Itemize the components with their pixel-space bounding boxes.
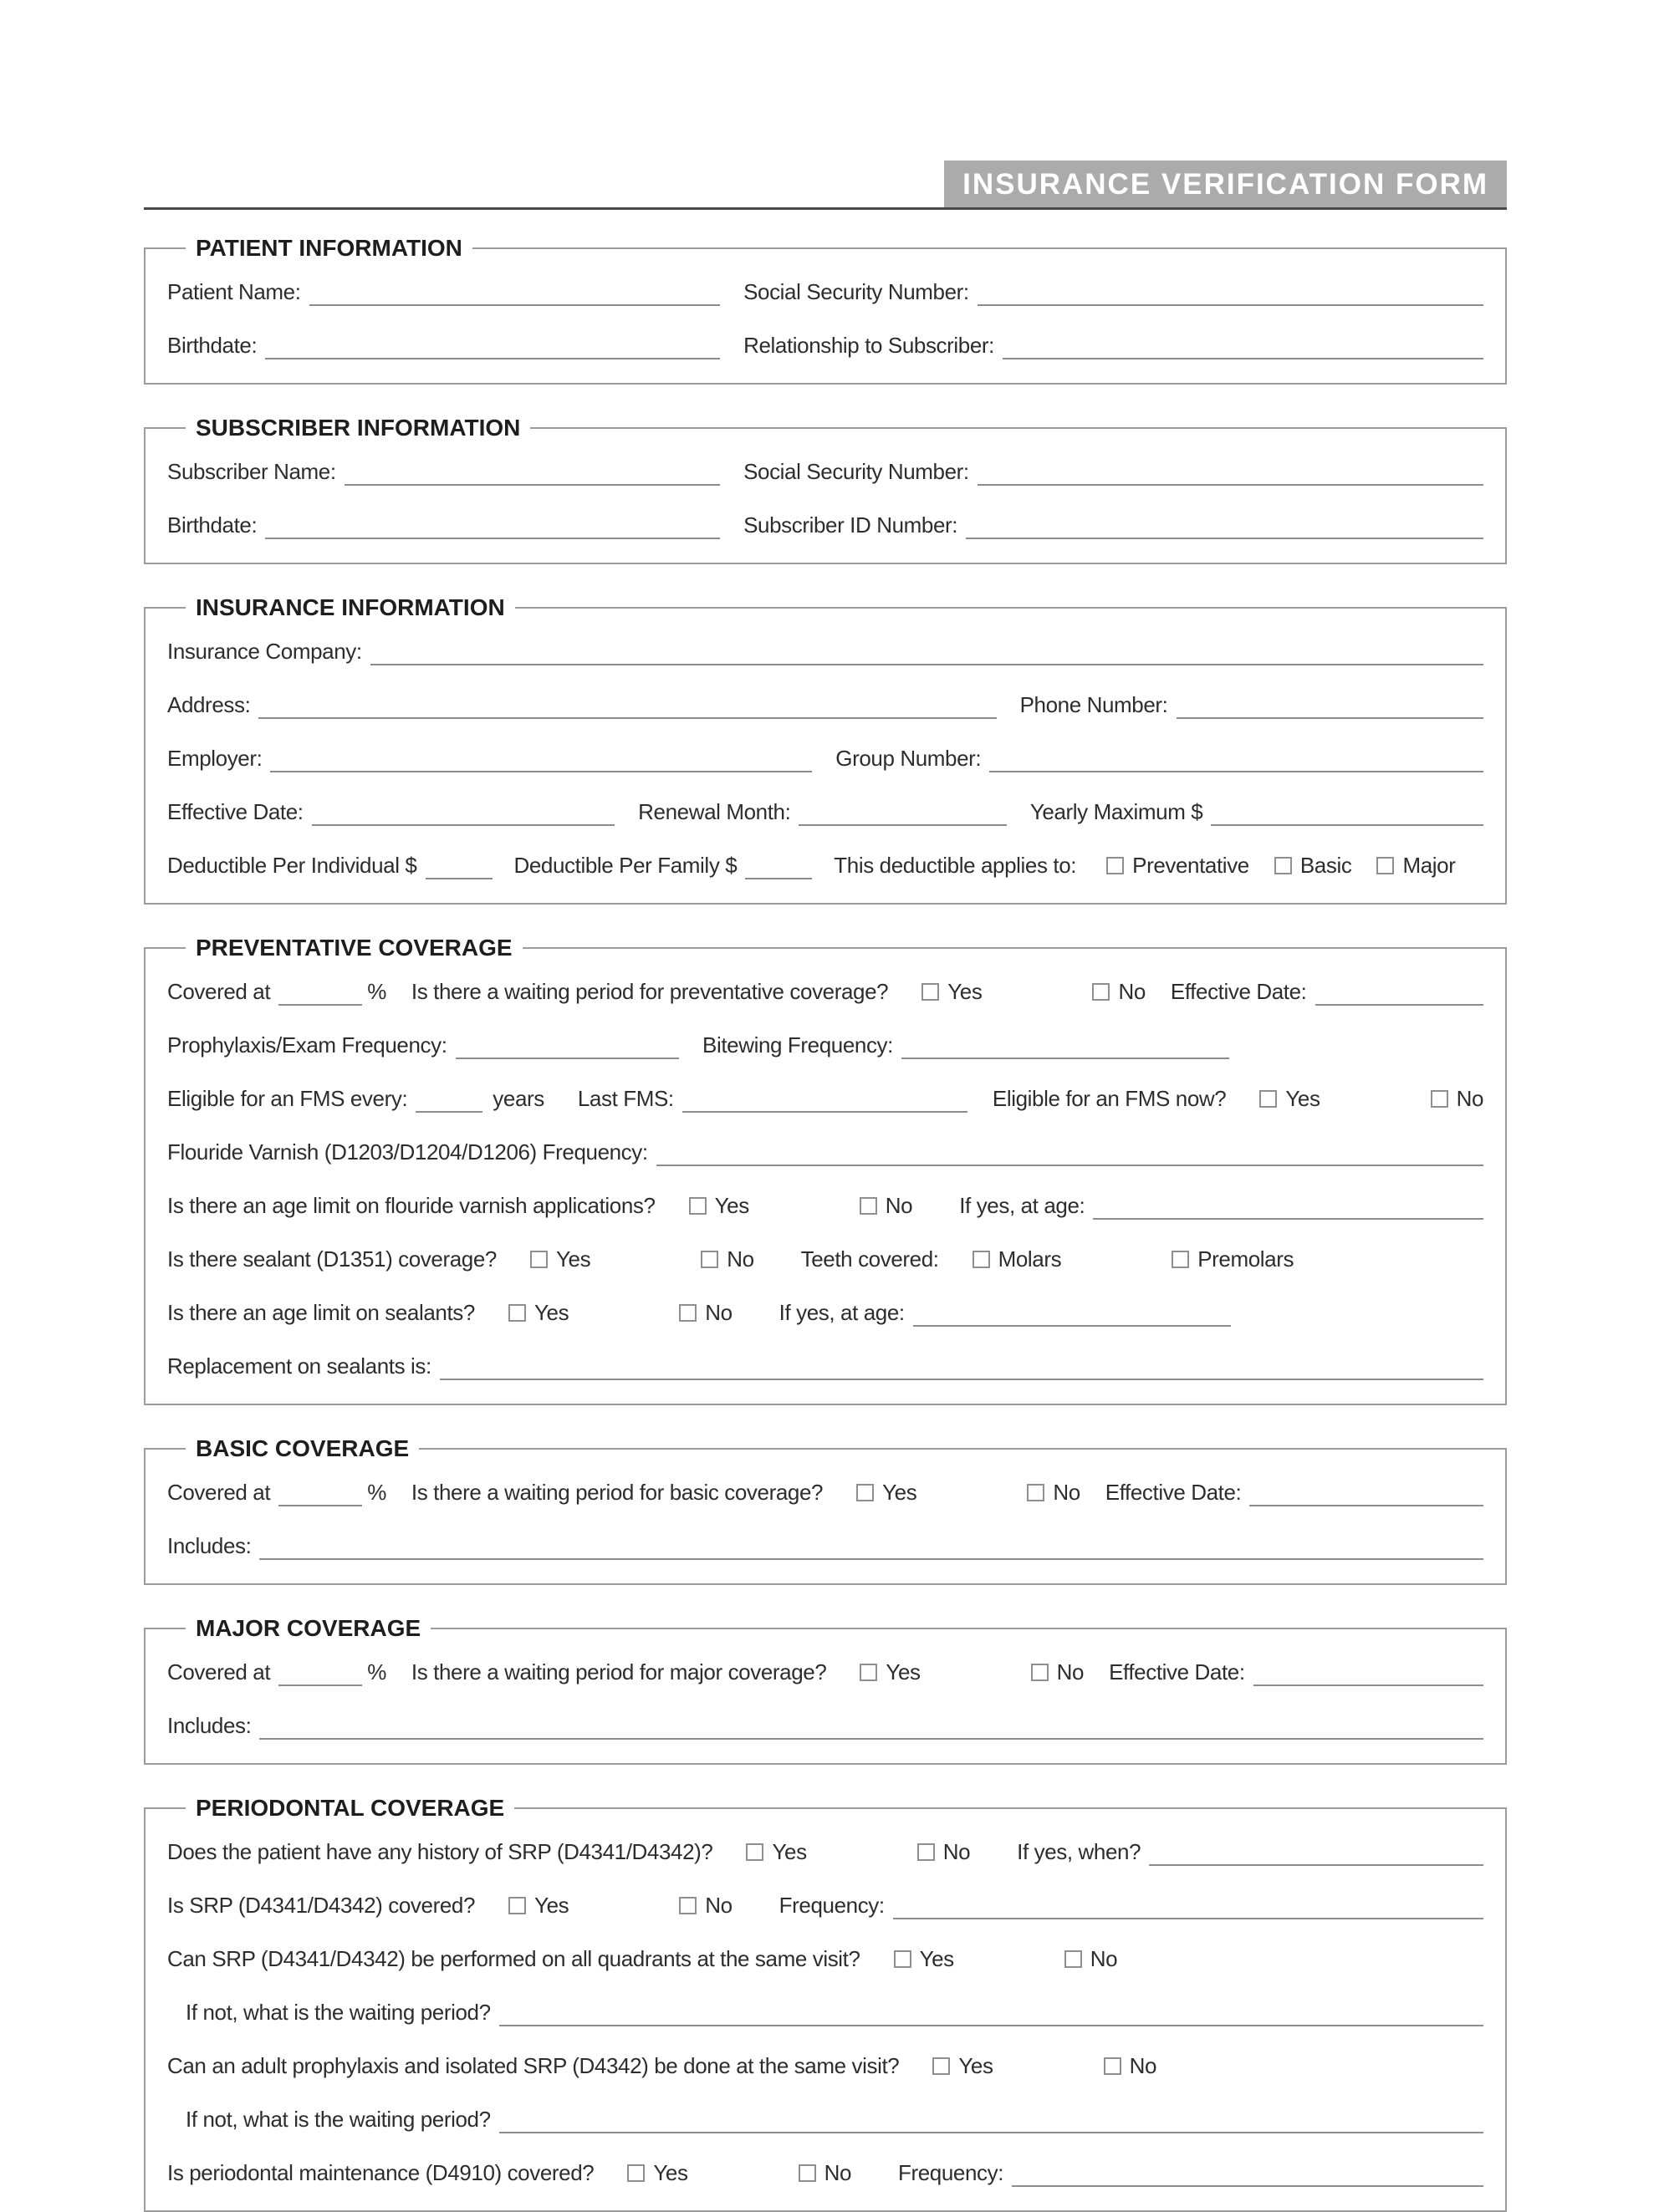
form-row — [167, 1659, 1483, 1686]
srp-history-question: Does the patient have any history of SRP (D4341/D4342)? — [167, 1839, 713, 1864]
field-subscriber-birthdate — [167, 512, 720, 539]
field-yearly-maximum — [1030, 798, 1483, 826]
adult-prophy-yes-checkbox[interactable] — [932, 2057, 950, 2075]
srp-history-no-option[interactable] — [917, 1838, 970, 1866]
deductible-individual-input[interactable] — [426, 853, 493, 879]
renewal-month-input[interactable] — [799, 799, 1006, 826]
yearly-maximum-input[interactable] — [1211, 799, 1483, 826]
field-patient-ssn — [743, 278, 1483, 306]
form-row — [167, 332, 1483, 359]
major-effective-date-label: Effective Date: — [1109, 1659, 1245, 1684]
form-row — [167, 978, 1483, 1006]
basic-waiting-no-checkbox[interactable] — [1027, 1484, 1044, 1501]
form-row — [167, 2052, 1483, 2080]
major-covered-at-input[interactable] — [278, 1659, 362, 1686]
flouride-varnish-label: Flouride Varnish (D1203/D1204/D1206) Frequency: — [167, 1139, 648, 1165]
srp-covered-yes-checkbox[interactable] — [508, 1897, 526, 1914]
basic-percent-label: % — [367, 1480, 386, 1505]
periodontal-coverage-title: PERIODONTAL COVERAGE — [196, 1795, 505, 1821]
effective-date-label: Effective Date: — [167, 799, 304, 824]
srp-covered-yes-option[interactable] — [508, 1892, 569, 1919]
yes-label: Yes — [534, 1893, 569, 1918]
preventative-waiting-no-option[interactable] — [1092, 978, 1145, 1006]
adult-prophy-yes-option[interactable] — [932, 2052, 993, 2080]
yes-label: Yes — [882, 1480, 917, 1505]
field-employer — [167, 745, 812, 772]
patient-birthdate-label: Birthdate: — [167, 333, 258, 358]
adult-prophy-no-checkbox[interactable] — [1104, 2057, 1121, 2075]
teeth-covered-label: Teeth covered: — [800, 1246, 939, 1272]
teeth-premolars-checkbox[interactable] — [1172, 1251, 1189, 1268]
yes-label: Yes — [947, 979, 983, 1004]
major-coverage-title: MAJOR COVERAGE — [196, 1615, 421, 1641]
varnish-if-yes-age-label: If yes, at age: — [959, 1193, 1085, 1218]
phone-number-label: Phone Number: — [1019, 692, 1168, 717]
varnish-age-limit-no-checkbox[interactable] — [860, 1197, 877, 1215]
form-row — [167, 1712, 1483, 1740]
yes-label: Yes — [1285, 1086, 1320, 1111]
fms-now-no-option[interactable] — [1431, 1085, 1483, 1113]
page-header — [144, 161, 1507, 210]
yes-label: Yes — [533, 1300, 569, 1325]
major-covered-at-label: Covered at — [167, 1659, 271, 1684]
form-row — [167, 852, 1483, 879]
form-row — [167, 458, 1483, 486]
perio-maintenance-frequency-label: Frequency: — [898, 2160, 1004, 2185]
major-waiting-no-option[interactable] — [1031, 1659, 1084, 1686]
last-fms-input[interactable] — [682, 1086, 967, 1113]
srp-if-yes-when-input[interactable] — [1149, 1839, 1483, 1866]
section-insurance-information — [144, 594, 1507, 905]
preventative-waiting-no-checkbox[interactable] — [1092, 983, 1110, 1001]
subscriber-information-title: SUBSCRIBER INFORMATION — [196, 415, 521, 441]
section-major-coverage — [144, 1615, 1507, 1765]
insurance-company-label: Insurance Company: — [167, 639, 362, 664]
yearly-maximum-label: Yearly Maximum $ — [1029, 799, 1203, 824]
yes-label: Yes — [886, 1659, 921, 1684]
insurance-verification-form-page — [144, 0, 1507, 2212]
form-row — [167, 1479, 1483, 1506]
fms-now-yes-option[interactable] — [1259, 1085, 1320, 1113]
field-subscriber-ssn — [743, 458, 1483, 486]
srp-if-yes-when-label: If yes, when? — [1017, 1839, 1141, 1864]
deductible-basic-label: Basic — [1299, 853, 1352, 878]
patient-birthdate-input[interactable] — [265, 333, 720, 359]
section-periodontal-coverage — [144, 1795, 1507, 2212]
address-input[interactable] — [258, 692, 996, 719]
srp-quadrants-yes-checkbox[interactable] — [894, 1950, 911, 1968]
srp-waiting-period-input[interactable] — [499, 2000, 1483, 2026]
varnish-age-limit-question: Is there an age limit on flouride varnish applications? — [167, 1193, 656, 1218]
field-subscriber-name — [167, 458, 720, 486]
basic-waiting-yes-checkbox[interactable] — [856, 1484, 874, 1501]
basic-includes-input[interactable] — [259, 1533, 1483, 1560]
bitewing-frequency-label: Bitewing Frequency: — [702, 1032, 893, 1058]
teeth-molars-checkbox[interactable] — [972, 1251, 990, 1268]
field-renewal-month — [638, 798, 1007, 826]
preventative-waiting-yes-checkbox[interactable] — [921, 983, 939, 1001]
fms-now-yes-checkbox[interactable] — [1259, 1090, 1277, 1108]
no-label: No — [1456, 1086, 1483, 1111]
sealant-coverage-yes-option[interactable] — [530, 1246, 590, 1273]
sealant-coverage-no-checkbox[interactable] — [701, 1251, 718, 1268]
form-row — [167, 1085, 1483, 1113]
yes-label: Yes — [555, 1246, 591, 1272]
field-group-number — [835, 745, 1483, 772]
field-effective-date — [167, 798, 615, 826]
yes-label: Yes — [714, 1193, 749, 1218]
major-waiting-no-checkbox[interactable] — [1031, 1664, 1049, 1681]
srp-frequency-label: Frequency: — [779, 1893, 885, 1918]
preventative-covered-at-input[interactable] — [278, 979, 362, 1006]
fms-now-question: Eligible for an FMS now? — [992, 1086, 1227, 1111]
form-row — [167, 745, 1483, 772]
srp-covered-no-checkbox[interactable] — [679, 1897, 697, 1914]
major-waiting-yes-checkbox[interactable] — [860, 1664, 877, 1681]
prophylaxis-frequency-label: Prophylaxis/Exam Frequency: — [167, 1032, 447, 1058]
form-row — [167, 2159, 1483, 2187]
form-row — [167, 798, 1483, 826]
subscriber-name-input[interactable] — [345, 459, 720, 486]
deductible-preventative-checkbox[interactable] — [1106, 857, 1124, 874]
insurance-information-title: INSURANCE INFORMATION — [196, 594, 505, 620]
adult-prophy-waiting-period-label: If not, what is the waiting period? — [186, 2107, 491, 2132]
deductible-basic-checkbox[interactable] — [1274, 857, 1292, 874]
varnish-age-limit-yes-checkbox[interactable] — [689, 1197, 707, 1215]
preventative-effective-date-label: Effective Date: — [1170, 979, 1307, 1004]
form-row — [167, 691, 1483, 719]
major-waiting-period-question: Is there a waiting period for major coverage? — [411, 1659, 827, 1684]
prophylaxis-frequency-input[interactable] — [456, 1032, 679, 1059]
preventative-waiting-yes-option[interactable] — [921, 978, 982, 1006]
basic-coverage-title: BASIC COVERAGE — [196, 1435, 410, 1461]
deductible-major-option[interactable] — [1376, 852, 1455, 879]
relationship-label: Relationship to Subscriber: — [743, 333, 994, 358]
form-row — [167, 1353, 1483, 1380]
section-preventative-coverage — [144, 935, 1507, 1405]
form-title: INSURANCE VERIFICATION FORM — [944, 161, 1507, 207]
no-label: No — [1118, 979, 1146, 1004]
srp-history-yes-option[interactable] — [746, 1838, 806, 1866]
fms-every-label: Eligible for an FMS every: — [167, 1086, 408, 1111]
no-label: No — [1053, 1480, 1080, 1505]
section-basic-coverage — [144, 1435, 1507, 1585]
no-label: No — [942, 1839, 971, 1864]
perio-maintenance-no-option[interactable] — [799, 2159, 851, 2187]
no-label: No — [885, 1193, 913, 1218]
deductible-major-label: Major — [1402, 853, 1456, 878]
deductible-preventative-option[interactable] — [1106, 852, 1249, 879]
deductible-preventative-label: Preventative — [1132, 853, 1249, 878]
deductible-basic-option[interactable] — [1274, 852, 1352, 879]
subscriber-ssn-label: Social Security Number: — [743, 459, 969, 484]
basic-waiting-no-option[interactable] — [1027, 1479, 1080, 1506]
preventative-effective-date-input[interactable] — [1315, 979, 1484, 1006]
form-row — [167, 638, 1483, 665]
no-label: No — [705, 1893, 733, 1918]
teeth-molars-option[interactable] — [972, 1246, 1062, 1273]
preventative-covered-at-label: Covered at — [167, 979, 271, 1004]
deductible-family-label: Deductible Per Family $ — [513, 853, 738, 878]
field-bitewing-frequency — [702, 1032, 1229, 1059]
varnish-if-yes-age-input[interactable] — [1093, 1193, 1483, 1220]
basic-waiting-period-question: Is there a waiting period for basic coverage? — [411, 1480, 824, 1505]
fms-years-label: years — [493, 1086, 544, 1111]
section-patient-information — [144, 235, 1507, 385]
adult-prophy-waiting-period-input[interactable] — [499, 2107, 1483, 2133]
sealant-age-limit-no-checkbox[interactable] — [679, 1304, 697, 1322]
no-label: No — [1056, 1659, 1085, 1684]
form-row — [167, 278, 1483, 306]
form-row — [167, 1246, 1483, 1273]
basic-waiting-yes-option[interactable] — [856, 1479, 916, 1506]
sealant-coverage-question: Is there sealant (D1351) coverage? — [167, 1246, 497, 1272]
srp-quadrants-yes-option[interactable] — [894, 1945, 954, 1973]
basic-effective-date-input[interactable] — [1249, 1480, 1483, 1506]
group-number-label: Group Number: — [835, 746, 982, 771]
adult-prophy-question: Can an adult prophylaxis and isolated SRP (D4342) be done at the same visit? — [167, 2053, 900, 2078]
deductible-individual-label: Deductible Per Individual $ — [167, 853, 417, 878]
form-row — [167, 1532, 1483, 1560]
section-subscriber-information — [144, 415, 1507, 564]
patient-name-label: Patient Name: — [167, 279, 301, 304]
employer-label: Employer: — [167, 746, 263, 771]
patient-name-input[interactable] — [309, 279, 721, 306]
group-number-input[interactable] — [989, 746, 1483, 772]
srp-history-no-checkbox[interactable] — [917, 1843, 935, 1861]
srp-history-yes-checkbox[interactable] — [746, 1843, 763, 1861]
molars-label: Molars — [998, 1246, 1062, 1272]
relationship-input[interactable] — [1003, 333, 1483, 359]
subscriber-ssn-input[interactable] — [978, 459, 1483, 486]
form-row — [167, 1945, 1483, 1973]
deductible-family-input[interactable] — [745, 853, 812, 879]
srp-waiting-period-label: If not, what is the waiting period? — [186, 2000, 491, 2025]
employer-input[interactable] — [270, 746, 812, 772]
field-insurance-address — [167, 691, 997, 719]
field-prophylaxis-frequency — [167, 1032, 679, 1059]
replacement-sealants-input[interactable] — [440, 1353, 1483, 1380]
perio-maintenance-no-checkbox[interactable] — [799, 2164, 816, 2182]
srp-quadrants-no-checkbox[interactable] — [1064, 1950, 1082, 1968]
basic-includes-label: Includes: — [167, 1533, 252, 1558]
patient-information-title: PATIENT INFORMATION — [196, 235, 462, 261]
field-relationship-to-subscriber — [743, 332, 1483, 359]
patient-ssn-input[interactable] — [978, 279, 1483, 306]
form-row — [167, 512, 1483, 539]
patient-ssn-label: Social Security Number: — [743, 279, 969, 304]
yes-label: Yes — [653, 2160, 688, 2185]
no-label: No — [824, 2160, 851, 2185]
flouride-varnish-frequency-input[interactable] — [656, 1139, 1483, 1166]
yes-label: Yes — [958, 2053, 993, 2078]
deductible-applies-to-label: This deductible applies to: — [834, 853, 1077, 878]
teeth-premolars-option[interactable] — [1172, 1246, 1294, 1273]
yes-label: Yes — [919, 1946, 954, 1971]
srp-quadrants-no-option[interactable] — [1064, 1945, 1117, 1973]
address-label: Address: — [167, 692, 251, 717]
perio-maintenance-frequency-input[interactable] — [1012, 2160, 1483, 2187]
subscriber-birthdate-input[interactable] — [265, 512, 720, 539]
major-effective-date-input[interactable] — [1253, 1659, 1483, 1686]
bitewing-frequency-input[interactable] — [901, 1032, 1229, 1059]
no-label: No — [727, 1246, 754, 1272]
replacement-sealants-label: Replacement on sealants is: — [167, 1353, 431, 1379]
premolars-label: Premolars — [1197, 1246, 1294, 1272]
form-row — [167, 1892, 1483, 1919]
sealant-age-limit-no-option[interactable] — [679, 1299, 732, 1327]
form-row — [167, 1838, 1483, 1866]
sealant-age-limit-yes-checkbox[interactable] — [508, 1304, 526, 1322]
subscriber-id-label: Subscriber ID Number: — [743, 512, 958, 538]
sealant-if-yes-age-label: If yes, at age: — [779, 1300, 905, 1325]
major-waiting-yes-option[interactable] — [860, 1659, 920, 1686]
field-patient-name — [167, 278, 720, 306]
field-patient-birthdate — [167, 332, 720, 359]
subscriber-name-label: Subscriber Name: — [167, 459, 336, 484]
subscriber-id-input[interactable] — [966, 512, 1483, 539]
srp-covered-question: Is SRP (D4341/D4342) covered? — [167, 1893, 476, 1918]
renewal-month-label: Renewal Month: — [638, 799, 791, 824]
sealant-coverage-no-option[interactable] — [701, 1246, 753, 1273]
major-percent-label: % — [367, 1659, 386, 1684]
preventative-coverage-title: PREVENTATIVE COVERAGE — [196, 935, 513, 961]
field-subscriber-id — [743, 512, 1483, 539]
form-row — [167, 1032, 1483, 1059]
adult-prophy-no-option[interactable] — [1104, 2052, 1156, 2080]
no-label: No — [705, 1300, 733, 1325]
perio-maintenance-yes-option[interactable] — [627, 2159, 687, 2187]
effective-date-input[interactable] — [312, 799, 615, 826]
varnish-age-limit-no-option[interactable] — [860, 1192, 912, 1220]
srp-frequency-input[interactable] — [893, 1893, 1483, 1919]
preventative-percent-label: % — [367, 979, 386, 1004]
last-fms-label: Last FMS: — [577, 1086, 674, 1111]
sealant-coverage-yes-checkbox[interactable] — [530, 1251, 548, 1268]
preventative-waiting-period-question: Is there a waiting period for preventative coverage? — [411, 979, 889, 1004]
perio-maintenance-question: Is periodontal maintenance (D4910) covered? — [167, 2160, 595, 2185]
no-label: No — [1090, 1946, 1118, 1971]
yes-label: Yes — [772, 1839, 807, 1864]
form-row — [167, 1999, 1483, 2026]
sealant-age-limit-question: Is there an age limit on sealants? — [167, 1300, 475, 1325]
fms-now-no-checkbox[interactable] — [1431, 1090, 1448, 1108]
phone-number-input[interactable] — [1177, 692, 1483, 719]
perio-maintenance-yes-checkbox[interactable] — [627, 2164, 645, 2182]
field-phone-number — [1020, 691, 1483, 719]
form-row — [167, 1192, 1483, 1220]
varnish-age-limit-yes-option[interactable] — [689, 1192, 749, 1220]
insurance-company-input[interactable] — [370, 639, 1483, 665]
form-row — [167, 1299, 1483, 1327]
form-row — [167, 1139, 1483, 1166]
deductible-major-checkbox[interactable] — [1376, 857, 1394, 874]
fms-every-input[interactable] — [416, 1086, 482, 1113]
no-label: No — [1129, 2053, 1156, 2078]
srp-quadrants-question: Can SRP (D4341/D4342) be performed on all quadrants at the same visit? — [167, 1946, 860, 1971]
major-includes-input[interactable] — [259, 1713, 1483, 1740]
basic-effective-date-label: Effective Date: — [1105, 1480, 1242, 1505]
basic-covered-at-input[interactable] — [278, 1480, 362, 1506]
subscriber-birthdate-label: Birthdate: — [167, 512, 258, 538]
basic-covered-at-label: Covered at — [167, 1480, 271, 1505]
sealant-if-yes-age-input[interactable] — [913, 1300, 1231, 1327]
major-includes-label: Includes: — [167, 1713, 252, 1738]
sealant-age-limit-yes-option[interactable] — [508, 1299, 569, 1327]
srp-covered-no-option[interactable] — [679, 1892, 732, 1919]
form-row — [167, 2106, 1483, 2133]
